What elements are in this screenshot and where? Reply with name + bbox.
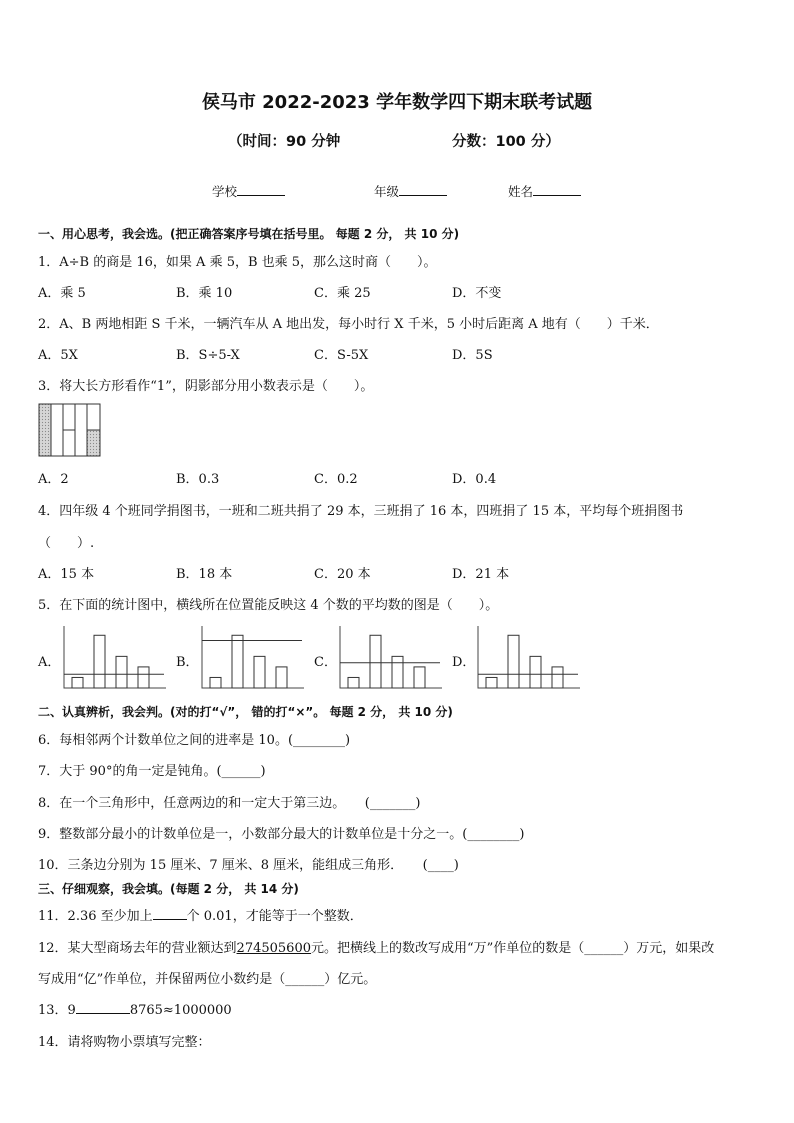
q5-label-c: C． xyxy=(314,655,337,670)
chart-bar xyxy=(552,667,563,688)
q12-number: 274505600 xyxy=(236,941,311,956)
chart-bar xyxy=(72,677,83,688)
judge-question-10[interactable]: 10．三条边分别为 15 厘米、7 厘米、8 厘米，能组成三角形． (____) xyxy=(38,858,459,873)
column xyxy=(63,430,75,456)
question-4-answer: （ ）. xyxy=(38,536,95,551)
shaded-rectangle-figure xyxy=(38,403,102,457)
q1-option-a: A．乘 5 xyxy=(38,286,86,301)
q3-option-d: D．0.4 xyxy=(452,472,497,487)
column xyxy=(87,404,100,430)
question-12: 12．某大型商场去年的营业额达到274505600元。把横线上的数改写成用“万”作单位的数是（______）万元，如果改 xyxy=(38,941,715,956)
chart-bar xyxy=(276,667,287,688)
chart-bar xyxy=(392,656,403,688)
shaded-column xyxy=(87,430,100,456)
chart-bar xyxy=(348,677,359,688)
grade-field[interactable]: 年级 xyxy=(374,182,447,200)
judge-question-8[interactable]: 8．在一个三角形中，任意两边的和一定大于第三边。 (_______) xyxy=(38,796,421,811)
q1-option-b: B．乘 10 xyxy=(176,286,233,301)
q5-chart-d xyxy=(476,626,582,692)
section-1-heading: 一、用心思考，我会选。(把正确答案序号填在括号里。 每题 2 分， 共 10 分) xyxy=(38,227,460,241)
q5-chart-c xyxy=(338,626,444,692)
chart-bar xyxy=(210,677,221,688)
section-3-heading: 三、仔细观察，我会填。(每题 2 分， 共 14 分) xyxy=(38,882,299,896)
q4-option-c: C．20 本 xyxy=(314,567,371,582)
q1-option-c: C．乘 25 xyxy=(314,286,371,301)
q5-chart-a xyxy=(62,626,168,692)
q13-answer-blank[interactable] xyxy=(76,1001,130,1014)
question-14: 14．请将购物小票填写完整： xyxy=(38,1035,211,1050)
question-12-line2: 写成用“亿”作单位，并保留两位小数约是（______）亿元。 xyxy=(38,972,377,987)
q2-option-d: D．5S xyxy=(452,348,493,363)
q1-option-d: D．不变 xyxy=(452,286,502,301)
exam-time: （时间：90 分钟 xyxy=(228,134,341,150)
q5-label-d: D． xyxy=(452,655,476,670)
chart-bar xyxy=(254,656,265,688)
question-4: 4．四年级 4 个班同学捐图书，一班和二班共捐了 29 本，三班捐了 16 本，四班捐了 15 本，平均每个班捐图书 xyxy=(38,504,684,519)
judge-question-9[interactable]: 9．整数部分最小的计数单位是一，小数部分最大的计数单位是十分之一。(________) xyxy=(38,827,525,842)
school-field[interactable]: 学校 xyxy=(212,182,285,200)
q2-option-c: C．S-5X xyxy=(314,348,369,363)
q5-label-b: B． xyxy=(176,655,199,670)
chart-bar xyxy=(414,667,425,688)
question-3: 3．将大长方形看作“1”，阴影部分用小数表示是（ ）。 xyxy=(38,379,374,394)
q2-option-b: B．S÷5-X xyxy=(176,348,240,363)
q4-option-b: B．18 本 xyxy=(176,567,233,582)
question-11: 11．2.36 至少加上 个 0.01，才能等于一个整数． xyxy=(38,909,363,924)
chart-bar xyxy=(94,635,105,688)
name-field[interactable]: 姓名 xyxy=(508,182,581,200)
q3-option-c: C．0.2 xyxy=(314,472,358,487)
chart-bar xyxy=(530,656,541,688)
question-1: 1．A÷B 的商是 16，如果 A 乘 5，B 也乘 5，那么这时商（ ）。 xyxy=(38,255,437,270)
q3-option-a: A．2 xyxy=(38,472,69,487)
chart-bar xyxy=(116,656,127,688)
q5-label-a: A． xyxy=(38,655,61,670)
judge-question-6[interactable]: 6．每相邻两个计数单位之间的进率是 10。(________) xyxy=(38,733,351,748)
chart-bar xyxy=(370,635,381,688)
q4-option-d: D．21 本 xyxy=(452,567,510,582)
column xyxy=(63,404,75,430)
column xyxy=(51,404,63,456)
section-2-heading: 二、认真辨析，我会判。(对的打“√”， 错的打“×”。 每题 2 分， 共 10 分) xyxy=(38,705,453,719)
chart-bar xyxy=(486,677,497,688)
question-13: 13．9 8765≈1000000 xyxy=(38,1003,232,1018)
chart-bar xyxy=(138,667,149,688)
q2-option-a: A．5X xyxy=(38,348,78,363)
q3-option-b: B．0.3 xyxy=(176,472,220,487)
q5-chart-b xyxy=(200,626,306,692)
exam-score: 分数：100 分） xyxy=(452,134,560,150)
chart-bar xyxy=(232,635,243,688)
q11-answer-blank[interactable] xyxy=(153,907,187,920)
q4-option-a: A．15 本 xyxy=(38,567,95,582)
shaded-column xyxy=(39,404,51,456)
chart-bar xyxy=(508,635,519,688)
question-2: 2．A、B 两地相距 S 千米，一辆汽车从 A 地出发，每小时行 X 千米，5 小时后距离 A 地有（ ）千米． xyxy=(38,317,659,332)
column xyxy=(75,404,87,456)
judge-question-7[interactable]: 7．大于 90°的角一定是钝角。(______) xyxy=(38,764,266,779)
page-title: 侯马市 2022-2023 学年数学四下期末联考试题 xyxy=(201,92,593,113)
question-5: 5．在下面的统计图中，横线所在位置能反映这 4 个数的平均数的图是（ ）。 xyxy=(38,598,499,613)
